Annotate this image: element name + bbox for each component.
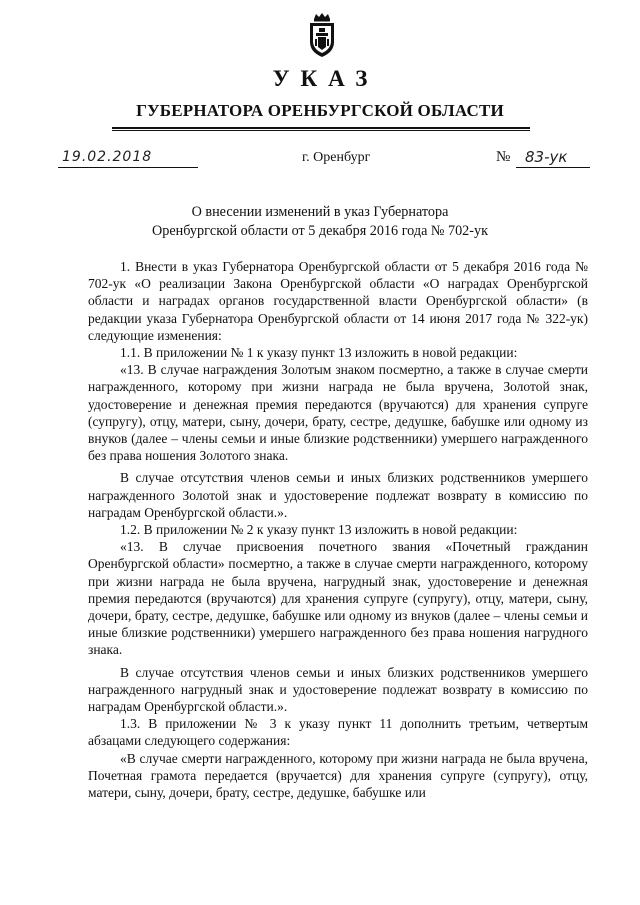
document-subtitle: ГУБЕРНАТОРА ОРЕНБУРГСКОЙ ОБЛАСТИ: [136, 101, 504, 120]
document-body: [88, 258, 588, 801]
document-date: 19.02.2018: [62, 149, 153, 165]
document-number: 83-ук: [525, 148, 568, 166]
number-sign: №: [496, 149, 511, 165]
coat-of-arms-icon: [305, 12, 339, 58]
paragraph: В случае отсутствия членов семьи и иных близких родственников умершего награжденного нагрудный знак и удостоверение подлежат возврату в комиссию по наградам Оренбургской области.».: [88, 664, 588, 715]
header-rule-top: [112, 127, 530, 129]
paragraph: 1.1. В приложении № 1 к указу пункт 13 изложить в новой редакции:: [120, 345, 518, 361]
subject-line-2: Оренбургской области от 5 декабря 2016 года № 702-ук: [152, 223, 488, 239]
paragraph: «В случае смерти награжденного, которому при жизни награда не была вручена, Почетная грамота передается (вручается) для хранения супруге (супругу), отцу, матери, сыну, дочери, брату, сестре, дедушке, бабушке или: [88, 750, 588, 801]
header-rule-bottom: [112, 130, 530, 131]
document-city: г. Оренбург: [302, 150, 371, 165]
subject-line-1: О внесении изменений в указ Губернатора: [191, 204, 449, 220]
paragraph: «13. В случае присвоения почетного звания «Почетный гражданин Оренбургской области» посмертно, а также в случае смерти награжденного, которому при жизни награда не была вручена, нагрудный знак, удостоверение и денежная премия передаются (вручаются) для хранения супруге (супругу), отцу, матери, сыну, дочери, брату, сестре, дедушке, бабушке или одному из внуков (далее – члены семьи и иные близкие родственники) умершего награжденного без права ношения нагрудного знака.: [88, 539, 588, 658]
date-underline: [58, 167, 198, 168]
paragraph: 1. Внести в указ Губернатора Оренбургской области от 5 декабря 2016 года № 702-ук «О реализации Закона Оренбургской области «О наградах Оренбургской области и наградах органов государственной власти Оренбургской области» (в редакции указа Губернатора Оренбургской области от 14 июня 2017 года № 322-ук) следующие изменения:: [88, 259, 588, 343]
document-subject: [90, 203, 550, 241]
paragraph: «13. В случае награждения Золотым знаком посмертно, а также в случае смерти награжденного, которому при жизни награда не была вручена, Золотой знак, удостоверение и денежная премия передаются (вручаются) для хранения супруге (супругу), отцу, матери, сыну, дочери, брату, сестре, дедушке, бабушке или одному из внуков (далее – члены семьи и иные близкие родственники) умершего награжденного без права ношения Золотого знака.: [88, 362, 588, 464]
number-underline: [516, 167, 590, 168]
paragraph: 1.2. В приложении № 2 к указу пункт 13 изложить в новой редакции:: [120, 522, 518, 538]
document-title: УКАЗ: [272, 66, 379, 91]
paragraph: В случае отсутствия членов семьи и иных близких родственников умершего награжденного Золотой знак и удостоверение подлежат возврату в комиссию по наградам Оренбургской области.».: [88, 470, 588, 520]
paragraph: 1.3. В приложении № 3 к указу пункт 11 дополнить третьим, четвертым абзацами следующего содержания:: [88, 716, 588, 749]
